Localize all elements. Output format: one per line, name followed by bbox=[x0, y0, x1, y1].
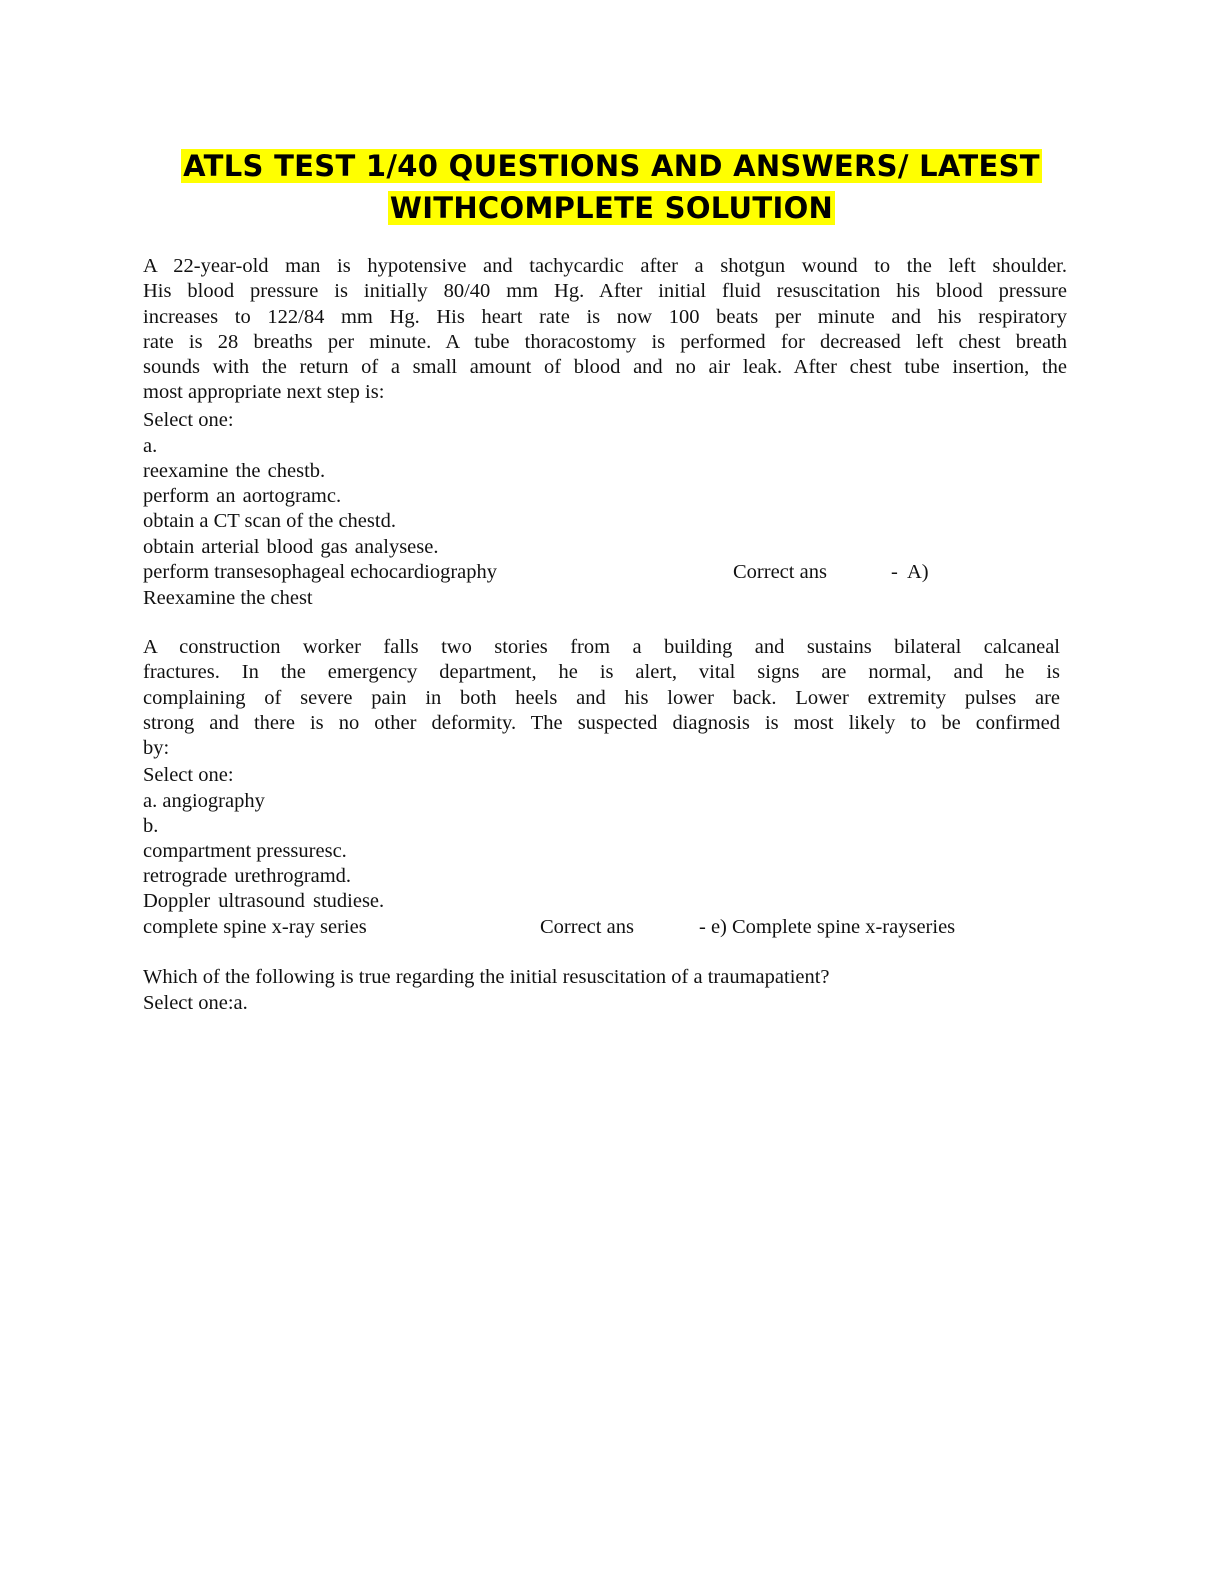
q1-option: a. bbox=[143, 435, 158, 457]
question-2-text bbox=[143, 635, 1060, 761]
q2-line: by: bbox=[143, 737, 170, 760]
title-line-1 bbox=[143, 146, 1080, 186]
q2-correct-label: Correct ans bbox=[540, 916, 634, 938]
q1-correct-value: - A) bbox=[891, 561, 929, 583]
q2-correct-value: - e) Complete spine x-rayseries bbox=[699, 916, 956, 938]
title-highlight-1: ATLS TEST 1/40 QUESTIONS AND ANSWERS/ LATEST bbox=[183, 149, 1040, 183]
q2-select-one: Select one: bbox=[143, 764, 234, 786]
q1-option: obtain arterial blood gas analysese. bbox=[143, 536, 439, 558]
q1-correct-answer: Reexamine the chest bbox=[143, 587, 313, 609]
q3-select-one: Select one:a. bbox=[143, 992, 248, 1014]
q2-line: strong and there is no other deformity. The suspected diagnosis is most likely to be confirmed bbox=[143, 711, 1060, 734]
q2-line: complaining of severe pain in both heels and his lower back. Lower extremity pulses are bbox=[143, 686, 1060, 709]
q1-line: A 22-year-old man is hypotensive and tachycardic after a shotgun wound to the left shoulder. bbox=[143, 255, 1067, 277]
q1-line: His blood pressure is initially 80/40 mm Hg. After initial fluid resuscitation his blood pressure bbox=[143, 280, 1067, 303]
question-1-text bbox=[143, 254, 1067, 406]
q1-line: most appropriate next step is: bbox=[143, 381, 385, 404]
q2-option: a. angiography bbox=[143, 790, 265, 812]
q2-option: retrograde urethrogramd. bbox=[143, 865, 352, 887]
question-3-text: Which of the following is true regarding the initial resuscitation of a traumapatient? bbox=[143, 966, 830, 988]
q2-option: b. bbox=[143, 815, 159, 837]
q1-option: reexamine the chestb. bbox=[143, 460, 326, 482]
title-highlight-2: WITHCOMPLETE SOLUTION bbox=[389, 191, 834, 225]
q1-option: perform an aortogramc. bbox=[143, 485, 342, 507]
q2-line: fractures. In the emergency department, he is alert, vital signs are normal, and he is bbox=[143, 661, 1060, 684]
q1-line: sounds with the return of a small amount of blood and no air leak. After chest tube insertion, the bbox=[143, 356, 1067, 379]
q1-correct-label: Correct ans bbox=[733, 561, 827, 583]
q1-select-one: Select one: bbox=[143, 409, 234, 431]
q1-line: increases to 122/84 mm Hg. His heart rate is now 100 beats per minute and his respiratory bbox=[143, 305, 1067, 328]
q1-option: obtain a CT scan of the chestd. bbox=[143, 510, 396, 532]
q2-line: A construction worker falls two stories from a building and sustains bilateral calcaneal bbox=[143, 636, 1060, 658]
q2-option: Doppler ultrasound studiese. bbox=[143, 890, 385, 912]
q1-line: rate is 28 breaths per minute. A tube thoracostomy is performed for decreased left chest breath bbox=[143, 330, 1067, 353]
q2-option: compartment pressuresc. bbox=[143, 840, 347, 862]
title-line-2 bbox=[143, 188, 1080, 228]
q1-option: perform transesophageal echocardiography bbox=[143, 561, 498, 583]
q2-option: complete spine x-ray series bbox=[143, 916, 367, 938]
